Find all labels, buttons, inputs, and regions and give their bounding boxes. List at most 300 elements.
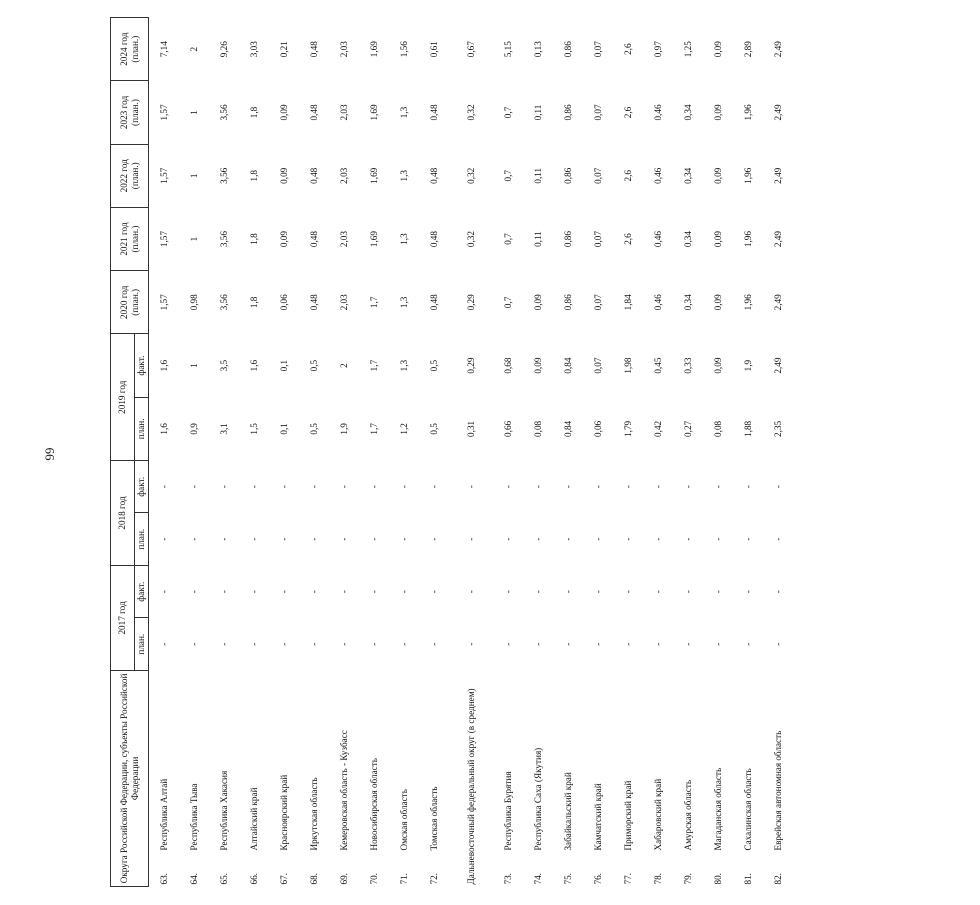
- cell-v2020: 1,84: [622, 294, 633, 311]
- cell-v2019p: 2,35: [772, 420, 783, 437]
- cell-name: Иркутская область: [308, 777, 319, 851]
- cell-v2022: 0,34: [682, 167, 693, 184]
- cell-v2019p: 0,66: [502, 420, 513, 437]
- cell-v2022: 1,57: [158, 167, 169, 184]
- cell-v2019p: 0,08: [712, 420, 723, 437]
- cell-v2021: 1: [188, 236, 199, 242]
- table-row: [493, 18, 523, 887]
- cell-v2017f: -: [592, 590, 603, 594]
- cell-v2020: 0,86: [562, 294, 573, 311]
- table-row: [643, 18, 673, 887]
- cell-v2023: 1,69: [368, 104, 379, 121]
- cell-v2022: 2,03: [338, 167, 349, 184]
- header-2022: 2022 год (план.): [111, 144, 149, 207]
- cell-v2023: 2,6: [622, 106, 633, 119]
- cell-name: Магаданская область: [712, 767, 723, 851]
- cell-v2019f: 2: [338, 363, 349, 368]
- cell-name: Кемеровская область - Кузбасс: [338, 730, 349, 851]
- cell-v2017p: -: [465, 642, 476, 646]
- cell-v2018p: -: [465, 537, 476, 541]
- table-row: [583, 18, 613, 887]
- cell-v2024: 1,69: [368, 41, 379, 58]
- cell-v2020: 0,7: [502, 296, 513, 309]
- cell-v2018p: -: [338, 537, 349, 541]
- cell-v2023: 1,96: [742, 104, 753, 121]
- cell-v2017p: -: [622, 642, 633, 646]
- cell-v2019f: 0,68: [502, 357, 513, 374]
- cell-v2023: 0,48: [428, 104, 439, 121]
- cell-v2018f: -: [158, 485, 169, 489]
- cell-num: 77.: [622, 873, 633, 885]
- cell-v2019f: 0,07: [592, 357, 603, 374]
- cell-v2022: 0,46: [652, 167, 663, 184]
- cell-v2023: 0,48: [308, 104, 319, 121]
- cell-v2018p: -: [218, 537, 229, 541]
- cell-v2018f: -: [398, 485, 409, 489]
- table-row: [553, 18, 583, 887]
- header-2020: 2020 год (план.): [111, 271, 149, 334]
- cell-v2020: 3,56: [218, 294, 229, 311]
- cell-v2023: 0,09: [278, 104, 289, 121]
- cell-v2024: 7,14: [158, 41, 169, 58]
- cell-num: 67.: [278, 873, 289, 885]
- cell-v2019f: 0,84: [562, 357, 573, 374]
- cell-v2018p: -: [188, 537, 199, 541]
- data-table: [110, 17, 793, 887]
- cell-v2017f: -: [652, 590, 663, 594]
- cell-v2019p: 1,9: [338, 423, 349, 435]
- table-row: [179, 18, 209, 887]
- cell-v2017p: -: [742, 642, 753, 646]
- cell-v2021: 0,09: [712, 231, 723, 248]
- cell-v2019f: 2,49: [772, 357, 783, 374]
- cell-v2023: 2,03: [338, 104, 349, 121]
- cell-name: Еврейская автономная область: [772, 730, 783, 851]
- cell-v2019f: 1,98: [622, 357, 633, 374]
- cell-v2018p: -: [502, 537, 513, 541]
- cell-v2018f: -: [532, 485, 543, 489]
- cell-v2017f: -: [278, 590, 289, 594]
- cell-num: 66.: [248, 873, 259, 885]
- cell-v2019p: 0,5: [428, 423, 439, 435]
- cell-num: 75.: [562, 873, 573, 885]
- cell-name: Республика Саха (Якутия): [532, 747, 543, 851]
- cell-num: 64.: [188, 873, 199, 885]
- cell-v2022: 1,69: [368, 167, 379, 184]
- cell-v2017f: -: [248, 590, 259, 594]
- cell-v2022: 1: [188, 173, 199, 179]
- cell-v2017f: -: [562, 590, 573, 594]
- cell-name: Дальневосточный федеральный округ (в среднем): [465, 688, 476, 885]
- cell-v2018f: -: [338, 485, 349, 489]
- header-2024: 2024 год (план.): [111, 18, 149, 81]
- cell-v2020: 0,48: [308, 294, 319, 311]
- cell-num: 82.: [772, 873, 783, 885]
- cell-v2022: 0,11: [532, 167, 543, 184]
- cell-v2019f: 0,09: [712, 357, 723, 374]
- cell-v2018f: -: [308, 485, 319, 489]
- cell-name: Амурская область: [682, 779, 693, 851]
- cell-v2022: 1,96: [742, 167, 753, 184]
- cell-v2017f: -: [622, 590, 633, 594]
- cell-v2023: 0,32: [465, 104, 476, 121]
- cell-v2018p: -: [682, 537, 693, 541]
- cell-v2024: 0,21: [278, 41, 289, 58]
- table-row: [613, 18, 643, 887]
- cell-v2019f: 0,1: [278, 359, 289, 372]
- table-row: [449, 18, 493, 887]
- cell-v2021: 0,34: [682, 231, 693, 248]
- cell-v2019f: 1,6: [248, 359, 259, 372]
- cell-v2017f: -: [158, 590, 169, 594]
- cell-v2017f: -: [308, 590, 319, 594]
- header-2017: 2017 год: [111, 565, 135, 670]
- header-2019-plan: план.: [135, 397, 149, 460]
- cell-num: 78.: [652, 873, 663, 885]
- cell-v2022: 1,3: [398, 170, 409, 182]
- cell-v2024: 1,25: [682, 41, 693, 58]
- cell-v2024: 0,09: [712, 41, 723, 58]
- cell-v2017f: -: [772, 590, 783, 594]
- cell-v2017p: -: [428, 642, 439, 646]
- cell-v2017f: -: [188, 590, 199, 594]
- table-body: [149, 18, 794, 887]
- cell-v2018f: -: [428, 485, 439, 489]
- cell-v2017p: -: [592, 642, 603, 646]
- cell-v2019p: 0,9: [188, 423, 199, 435]
- cell-v2023: 1,8: [248, 106, 259, 119]
- cell-v2017f: -: [465, 590, 476, 594]
- cell-v2021: 2,03: [338, 231, 349, 248]
- table-row: [299, 18, 329, 887]
- header-2017-fact: факт.: [135, 565, 149, 617]
- cell-v2017f: -: [532, 590, 543, 594]
- cell-v2024: 0,97: [652, 41, 663, 58]
- cell-v2017p: -: [278, 642, 289, 646]
- table-row: [269, 18, 299, 887]
- cell-name: Томская область: [428, 786, 439, 851]
- table-row: [329, 18, 359, 887]
- cell-num: 80.: [712, 873, 723, 885]
- header-region: Округа Российской Федерации, субъекты Российской Федерации: [111, 670, 149, 886]
- table-row: [703, 18, 733, 887]
- cell-v2020: 0,48: [428, 294, 439, 311]
- cell-v2018f: -: [218, 485, 229, 489]
- cell-v2024: 0,61: [428, 41, 439, 58]
- table-row: [209, 18, 239, 887]
- cell-v2017p: -: [308, 642, 319, 646]
- cell-v2017f: -: [218, 590, 229, 594]
- cell-v2017f: -: [682, 590, 693, 594]
- cell-v2024: 0,13: [532, 41, 543, 58]
- cell-v2023: 0,07: [592, 104, 603, 121]
- cell-v2019f: 1,9: [742, 359, 753, 372]
- cell-num: 73.: [502, 873, 513, 885]
- cell-v2021: 1,3: [398, 233, 409, 245]
- cell-v2018f: -: [592, 485, 603, 489]
- cell-v2021: 0,86: [562, 231, 573, 248]
- cell-v2021: 1,57: [158, 231, 169, 248]
- cell-num: 68.: [308, 873, 319, 885]
- cell-v2021: 3,56: [218, 231, 229, 248]
- cell-v2018f: -: [652, 485, 663, 489]
- cell-v2024: 2,89: [742, 41, 753, 58]
- cell-v2020: 0,29: [465, 294, 476, 311]
- table-row: [149, 18, 180, 887]
- header-2018-plan: план.: [135, 513, 149, 565]
- cell-v2022: 0,86: [562, 167, 573, 184]
- cell-name: Камчатский край: [592, 783, 603, 851]
- cell-name: Республика Хакасия: [218, 770, 229, 851]
- cell-v2017p: -: [188, 642, 199, 646]
- cell-num: 65.: [218, 873, 229, 885]
- cell-v2019p: 0,06: [592, 420, 603, 437]
- cell-v2019p: 0,27: [682, 420, 693, 437]
- cell-v2024: 2,49: [772, 41, 783, 58]
- cell-v2018f: -: [682, 485, 693, 489]
- cell-v2022: 1,8: [248, 170, 259, 182]
- cell-v2023: 2,49: [772, 104, 783, 121]
- page-number: 66: [42, 447, 58, 461]
- cell-v2017f: -: [368, 590, 379, 594]
- cell-v2018f: -: [562, 485, 573, 489]
- cell-v2022: 0,07: [592, 167, 603, 184]
- cell-v2020: 0,06: [278, 294, 289, 311]
- cell-v2017p: -: [652, 642, 663, 646]
- cell-v2020: 2,03: [338, 294, 349, 311]
- cell-v2021: 0,7: [502, 233, 513, 245]
- cell-v2024: 2,6: [622, 43, 633, 55]
- table-row: [419, 18, 449, 887]
- cell-v2019p: 0,42: [652, 420, 663, 437]
- cell-v2018f: -: [188, 485, 199, 489]
- cell-v2022: 0,48: [428, 167, 439, 184]
- cell-v2019f: 0,33: [682, 357, 693, 374]
- cell-v2018f: -: [772, 485, 783, 489]
- cell-v2020: 0,98: [188, 294, 199, 311]
- cell-v2018f: -: [248, 485, 259, 489]
- cell-v2021: 1,8: [248, 233, 259, 245]
- cell-name: Республика Тыва: [188, 783, 199, 851]
- cell-v2020: 0,46: [652, 294, 663, 311]
- cell-v2019f: 0,29: [465, 357, 476, 374]
- table-rotator: [110, 17, 783, 887]
- cell-name: Забайкальский край: [562, 772, 573, 851]
- cell-v2020: 1,3: [398, 296, 409, 309]
- cell-v2024: 2,03: [338, 41, 349, 58]
- cell-v2018p: -: [158, 537, 169, 541]
- cell-v2022: 2,6: [622, 170, 633, 182]
- cell-v2018p: -: [308, 537, 319, 541]
- cell-v2022: 3,56: [218, 167, 229, 184]
- cell-v2017p: -: [772, 642, 783, 646]
- cell-v2024: 0,67: [465, 41, 476, 58]
- cell-v2020: 1,7: [368, 296, 379, 309]
- cell-v2019p: 1,88: [742, 420, 753, 437]
- cell-v2019p: 1,5: [248, 423, 259, 435]
- cell-v2019p: 0,84: [562, 420, 573, 437]
- cell-v2020: 1,57: [158, 294, 169, 311]
- cell-v2018p: -: [428, 537, 439, 541]
- cell-v2021: 0,48: [428, 231, 439, 248]
- cell-v2021: 0,07: [592, 231, 603, 248]
- cell-v2017f: -: [428, 590, 439, 594]
- cell-v2024: 3,03: [248, 41, 259, 58]
- cell-v2021: 1,69: [368, 231, 379, 248]
- cell-v2018p: -: [562, 537, 573, 541]
- cell-v2017f: -: [502, 590, 513, 594]
- cell-v2019p: 0,1: [278, 423, 289, 435]
- cell-v2019p: 0,5: [308, 423, 319, 435]
- cell-v2023: 0,09: [712, 104, 723, 121]
- cell-num: 71.: [398, 873, 409, 885]
- cell-v2024: 5,15: [502, 41, 513, 58]
- cell-v2023: 0,86: [562, 104, 573, 121]
- cell-name: Алтайский край: [248, 787, 259, 851]
- cell-v2019p: 1,79: [622, 420, 633, 437]
- cell-v2018p: -: [622, 537, 633, 541]
- cell-v2018p: -: [772, 537, 783, 541]
- header-2021: 2021 год (план.): [111, 207, 149, 270]
- cell-v2017p: -: [368, 642, 379, 646]
- cell-v2018f: -: [712, 485, 723, 489]
- cell-v2023: 1,3: [398, 106, 409, 119]
- cell-v2019p: 3,1: [218, 423, 229, 435]
- cell-v2018f: -: [742, 485, 753, 489]
- cell-v2020: 0,34: [682, 294, 693, 311]
- cell-v2019p: 1,2: [398, 423, 409, 435]
- cell-v2019f: 1,3: [398, 359, 409, 372]
- cell-num: 70.: [368, 873, 379, 885]
- cell-name: Новосибирская область: [368, 758, 379, 851]
- cell-v2021: 0,46: [652, 231, 663, 248]
- cell-v2018p: -: [652, 537, 663, 541]
- cell-v2021: 0,48: [308, 231, 319, 248]
- cell-v2022: 0,32: [465, 167, 476, 184]
- cell-v2023: 1,57: [158, 104, 169, 121]
- cell-v2018p: -: [712, 537, 723, 541]
- cell-v2017p: -: [682, 642, 693, 646]
- cell-v2018p: -: [278, 537, 289, 541]
- cell-v2019p: 0,08: [532, 420, 543, 437]
- cell-v2018p: -: [368, 537, 379, 541]
- cell-v2017f: -: [398, 590, 409, 594]
- cell-v2021: 0,11: [532, 231, 543, 247]
- table-row: [239, 18, 269, 887]
- cell-v2020: 2,49: [772, 294, 783, 311]
- cell-v2019f: 0,45: [652, 357, 663, 374]
- cell-v2023: 1: [188, 110, 199, 115]
- cell-v2017p: -: [562, 642, 573, 646]
- table-header: [111, 18, 149, 887]
- cell-v2018p: -: [592, 537, 603, 541]
- cell-v2023: 0,11: [532, 104, 543, 121]
- cell-v2018f: -: [622, 485, 633, 489]
- cell-v2017p: -: [218, 642, 229, 646]
- cell-v2022: 0,09: [712, 167, 723, 184]
- cell-v2017p: -: [712, 642, 723, 646]
- cell-v2017p: -: [398, 642, 409, 646]
- header-2017-plan: план.: [135, 618, 149, 670]
- cell-name: Красноярский край: [278, 774, 289, 851]
- cell-v2019p: 0,31: [465, 420, 476, 437]
- cell-v2019f: 3,5: [218, 359, 229, 372]
- cell-v2017p: -: [502, 642, 513, 646]
- cell-name: Сахалинская область: [742, 768, 753, 851]
- cell-v2019f: 0,5: [428, 359, 439, 372]
- cell-v2022: 0,7: [502, 170, 513, 182]
- cell-v2018p: -: [532, 537, 543, 541]
- cell-v2022: 2,49: [772, 167, 783, 184]
- header-2019: 2019 год: [111, 334, 135, 461]
- cell-name: Республика Алтай: [158, 778, 169, 851]
- cell-v2023: 0,46: [652, 104, 663, 121]
- table-row: [733, 18, 763, 887]
- cell-v2024: 9,26: [218, 41, 229, 58]
- cell-v2020: 0,09: [712, 294, 723, 311]
- cell-v2018f: -: [502, 485, 513, 489]
- cell-v2019f: 1,7: [368, 359, 379, 372]
- cell-v2021: 2,49: [772, 231, 783, 248]
- cell-v2024: 1,56: [398, 41, 409, 58]
- header-2019-fact: факт.: [135, 334, 149, 397]
- cell-num: 81.: [742, 873, 753, 885]
- cell-v2020: 1,8: [248, 296, 259, 309]
- cell-num: 63.: [158, 873, 169, 885]
- cell-v2017f: -: [712, 590, 723, 594]
- cell-v2022: 0,09: [278, 167, 289, 184]
- cell-v2018p: -: [398, 537, 409, 541]
- cell-name: Республика Бурятия: [502, 771, 513, 851]
- cell-v2024: 0,07: [592, 41, 603, 58]
- cell-v2021: 2,6: [622, 233, 633, 245]
- cell-v2019f: 1,6: [158, 359, 169, 372]
- table-row: [523, 18, 553, 887]
- cell-v2023: 3,56: [218, 104, 229, 121]
- cell-v2020: 1,96: [742, 294, 753, 311]
- cell-v2022: 0,48: [308, 167, 319, 184]
- cell-v2018p: -: [248, 537, 259, 541]
- cell-v2018f: -: [368, 485, 379, 489]
- cell-num: 76.: [592, 873, 603, 885]
- cell-v2017p: -: [532, 642, 543, 646]
- header-2018-fact: факт.: [135, 461, 149, 513]
- cell-v2021: 0,09: [278, 231, 289, 248]
- header-2023: 2023 год (план.): [111, 81, 149, 144]
- cell-v2017p: -: [338, 642, 349, 646]
- header-2018: 2018 год: [111, 461, 135, 566]
- cell-v2021: 0,32: [465, 231, 476, 248]
- cell-v2017f: -: [742, 590, 753, 594]
- cell-v2019f: 0,09: [532, 357, 543, 374]
- table-row: [763, 18, 793, 887]
- table-row: [359, 18, 389, 887]
- cell-v2023: 0,34: [682, 104, 693, 121]
- cell-v2019p: 1,6: [158, 423, 169, 435]
- cell-name: Хабаровский край: [652, 778, 663, 851]
- cell-num: 69.: [338, 873, 349, 885]
- cell-v2017p: -: [158, 642, 169, 646]
- cell-v2017f: -: [338, 590, 349, 594]
- cell-num: 72.: [428, 873, 439, 885]
- cell-v2018f: -: [278, 485, 289, 489]
- cell-v2021: 1,96: [742, 231, 753, 248]
- cell-v2024: 0,48: [308, 41, 319, 58]
- table-row: [389, 18, 419, 887]
- table-row: [673, 18, 703, 887]
- cell-v2024: 0,86: [562, 41, 573, 58]
- cell-v2017p: -: [248, 642, 259, 646]
